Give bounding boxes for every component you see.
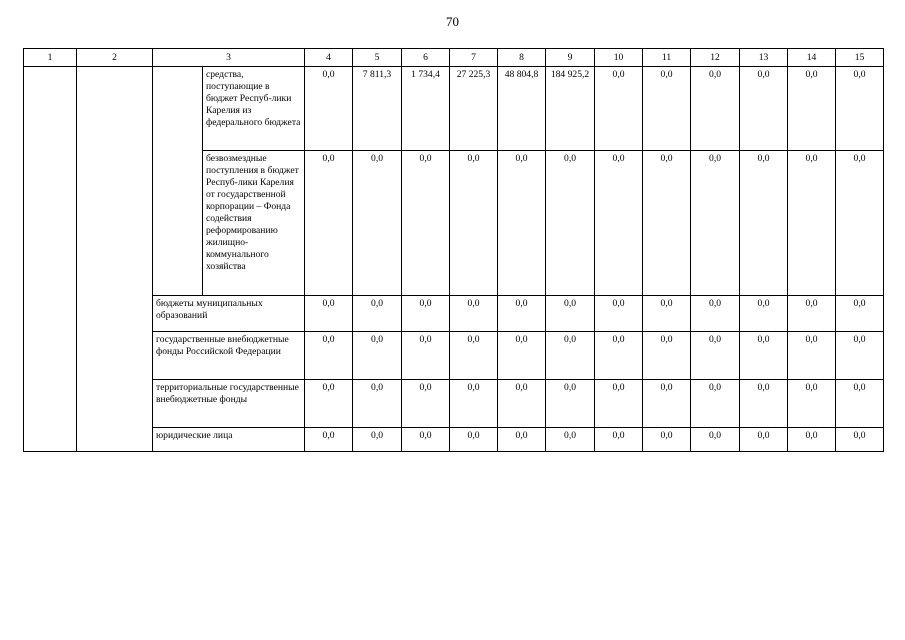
row-label: территориальные государственные внебюджетные фонды	[153, 380, 305, 428]
table-row	[24, 67, 884, 151]
value-cell: 0,0	[836, 151, 884, 296]
row-label: средства, поступающие в бюджет Респуб-лики Карелия из федерального бюджета	[203, 67, 305, 151]
header-cell: 10	[595, 49, 643, 67]
header-cell: 5	[353, 49, 402, 67]
value-cell: 0,0	[546, 428, 595, 452]
header-cell: 14	[788, 49, 836, 67]
value-cell: 0,0	[691, 151, 740, 296]
table-row	[24, 296, 884, 332]
value-cell: 0,0	[643, 151, 691, 296]
value-cell: 0,0	[643, 428, 691, 452]
value-cell: 0,0	[740, 296, 788, 332]
header-cell: 7	[450, 49, 498, 67]
header-cell: 11	[643, 49, 691, 67]
value-cell: 0,0	[402, 296, 450, 332]
value-cell: 0,0	[595, 67, 643, 151]
value-cell: 0,0	[740, 151, 788, 296]
value-cell: 0,0	[402, 380, 450, 428]
table-row	[24, 380, 884, 428]
row-label: безвозмездные поступления в бюджет Респуб-лики Карелия от государственной корпорации – Фонда содействия реформированию жилищно-коммунального хозяйства	[203, 151, 305, 296]
value-cell: 0,0	[643, 332, 691, 380]
value-cell: 0,0	[836, 428, 884, 452]
header-cell: 6	[402, 49, 450, 67]
value-cell: 0,0	[546, 380, 595, 428]
value-cell: 0,0	[402, 151, 450, 296]
value-cell: 0,0	[353, 428, 402, 452]
header-cell: 3	[153, 49, 305, 67]
value-cell: 0,0	[450, 151, 498, 296]
row-label: бюджеты муниципальных образований	[153, 296, 305, 332]
value-cell: 0,0	[788, 151, 836, 296]
value-cell: 0,0	[450, 332, 498, 380]
value-cell: 0,0	[353, 296, 402, 332]
value-cell: 0,0	[691, 380, 740, 428]
value-cell: 0,0	[595, 380, 643, 428]
value-cell: 0,0	[691, 428, 740, 452]
row-label: юридические лица	[153, 428, 305, 452]
value-cell: 0,0	[402, 332, 450, 380]
header-cell: 8	[498, 49, 546, 67]
empty-cell-col2	[77, 67, 153, 452]
value-cell: 0,0	[595, 151, 643, 296]
value-cell: 0,0	[498, 151, 546, 296]
empty-cell-col3	[153, 67, 203, 296]
value-cell: 0,0	[498, 380, 546, 428]
value-cell: 0,0	[740, 428, 788, 452]
header-cell: 1	[24, 49, 77, 67]
value-cell: 0,0	[450, 428, 498, 452]
value-cell: 0,0	[691, 67, 740, 151]
value-cell: 1 734,4	[402, 67, 450, 151]
value-cell: 0,0	[836, 332, 884, 380]
value-cell: 48 804,8	[498, 67, 546, 151]
value-cell: 0,0	[353, 332, 402, 380]
value-cell: 7 811,3	[353, 67, 402, 151]
value-cell: 0,0	[498, 428, 546, 452]
value-cell: 0,0	[788, 67, 836, 151]
value-cell: 0,0	[305, 151, 353, 296]
value-cell: 0,0	[546, 296, 595, 332]
header-cell: 15	[836, 49, 884, 67]
page-number: 70	[446, 14, 459, 29]
value-cell: 0,0	[595, 428, 643, 452]
value-cell: 0,0	[643, 380, 691, 428]
value-cell: 0,0	[836, 67, 884, 151]
value-cell: 0,0	[595, 332, 643, 380]
table-row	[24, 332, 884, 380]
value-cell: 0,0	[691, 332, 740, 380]
value-cell: 0,0	[740, 380, 788, 428]
value-cell: 0,0	[450, 380, 498, 428]
row-label: государственные внебюджетные фонды Российской Федерации	[153, 332, 305, 380]
value-cell: 0,0	[836, 296, 884, 332]
value-cell: 0,0	[595, 296, 643, 332]
value-cell: 0,0	[402, 428, 450, 452]
value-cell: 0,0	[305, 67, 353, 151]
header-cell: 9	[546, 49, 595, 67]
value-cell: 0,0	[546, 332, 595, 380]
value-cell: 0,0	[305, 296, 353, 332]
value-cell: 0,0	[691, 296, 740, 332]
value-cell: 0,0	[788, 332, 836, 380]
value-cell: 0,0	[788, 428, 836, 452]
value-cell: 184 925,2	[546, 67, 595, 151]
header-row	[24, 49, 884, 67]
value-cell: 0,0	[643, 67, 691, 151]
value-cell: 0,0	[836, 380, 884, 428]
header-cell: 12	[691, 49, 740, 67]
value-cell: 27 225,3	[450, 67, 498, 151]
value-cell: 0,0	[353, 151, 402, 296]
table-row	[24, 428, 884, 452]
empty-cell-col1	[24, 67, 77, 452]
value-cell: 0,0	[305, 380, 353, 428]
value-cell: 0,0	[788, 296, 836, 332]
budget-table	[23, 48, 884, 452]
value-cell: 0,0	[546, 151, 595, 296]
value-cell: 0,0	[788, 380, 836, 428]
value-cell: 0,0	[643, 296, 691, 332]
value-cell: 0,0	[740, 332, 788, 380]
header-cell: 13	[740, 49, 788, 67]
header-cell: 4	[305, 49, 353, 67]
value-cell: 0,0	[450, 296, 498, 332]
value-cell: 0,0	[498, 296, 546, 332]
value-cell: 0,0	[353, 380, 402, 428]
value-cell: 0,0	[305, 332, 353, 380]
header-cell: 2	[77, 49, 153, 67]
value-cell: 0,0	[305, 428, 353, 452]
value-cell: 0,0	[498, 332, 546, 380]
value-cell: 0,0	[740, 67, 788, 151]
